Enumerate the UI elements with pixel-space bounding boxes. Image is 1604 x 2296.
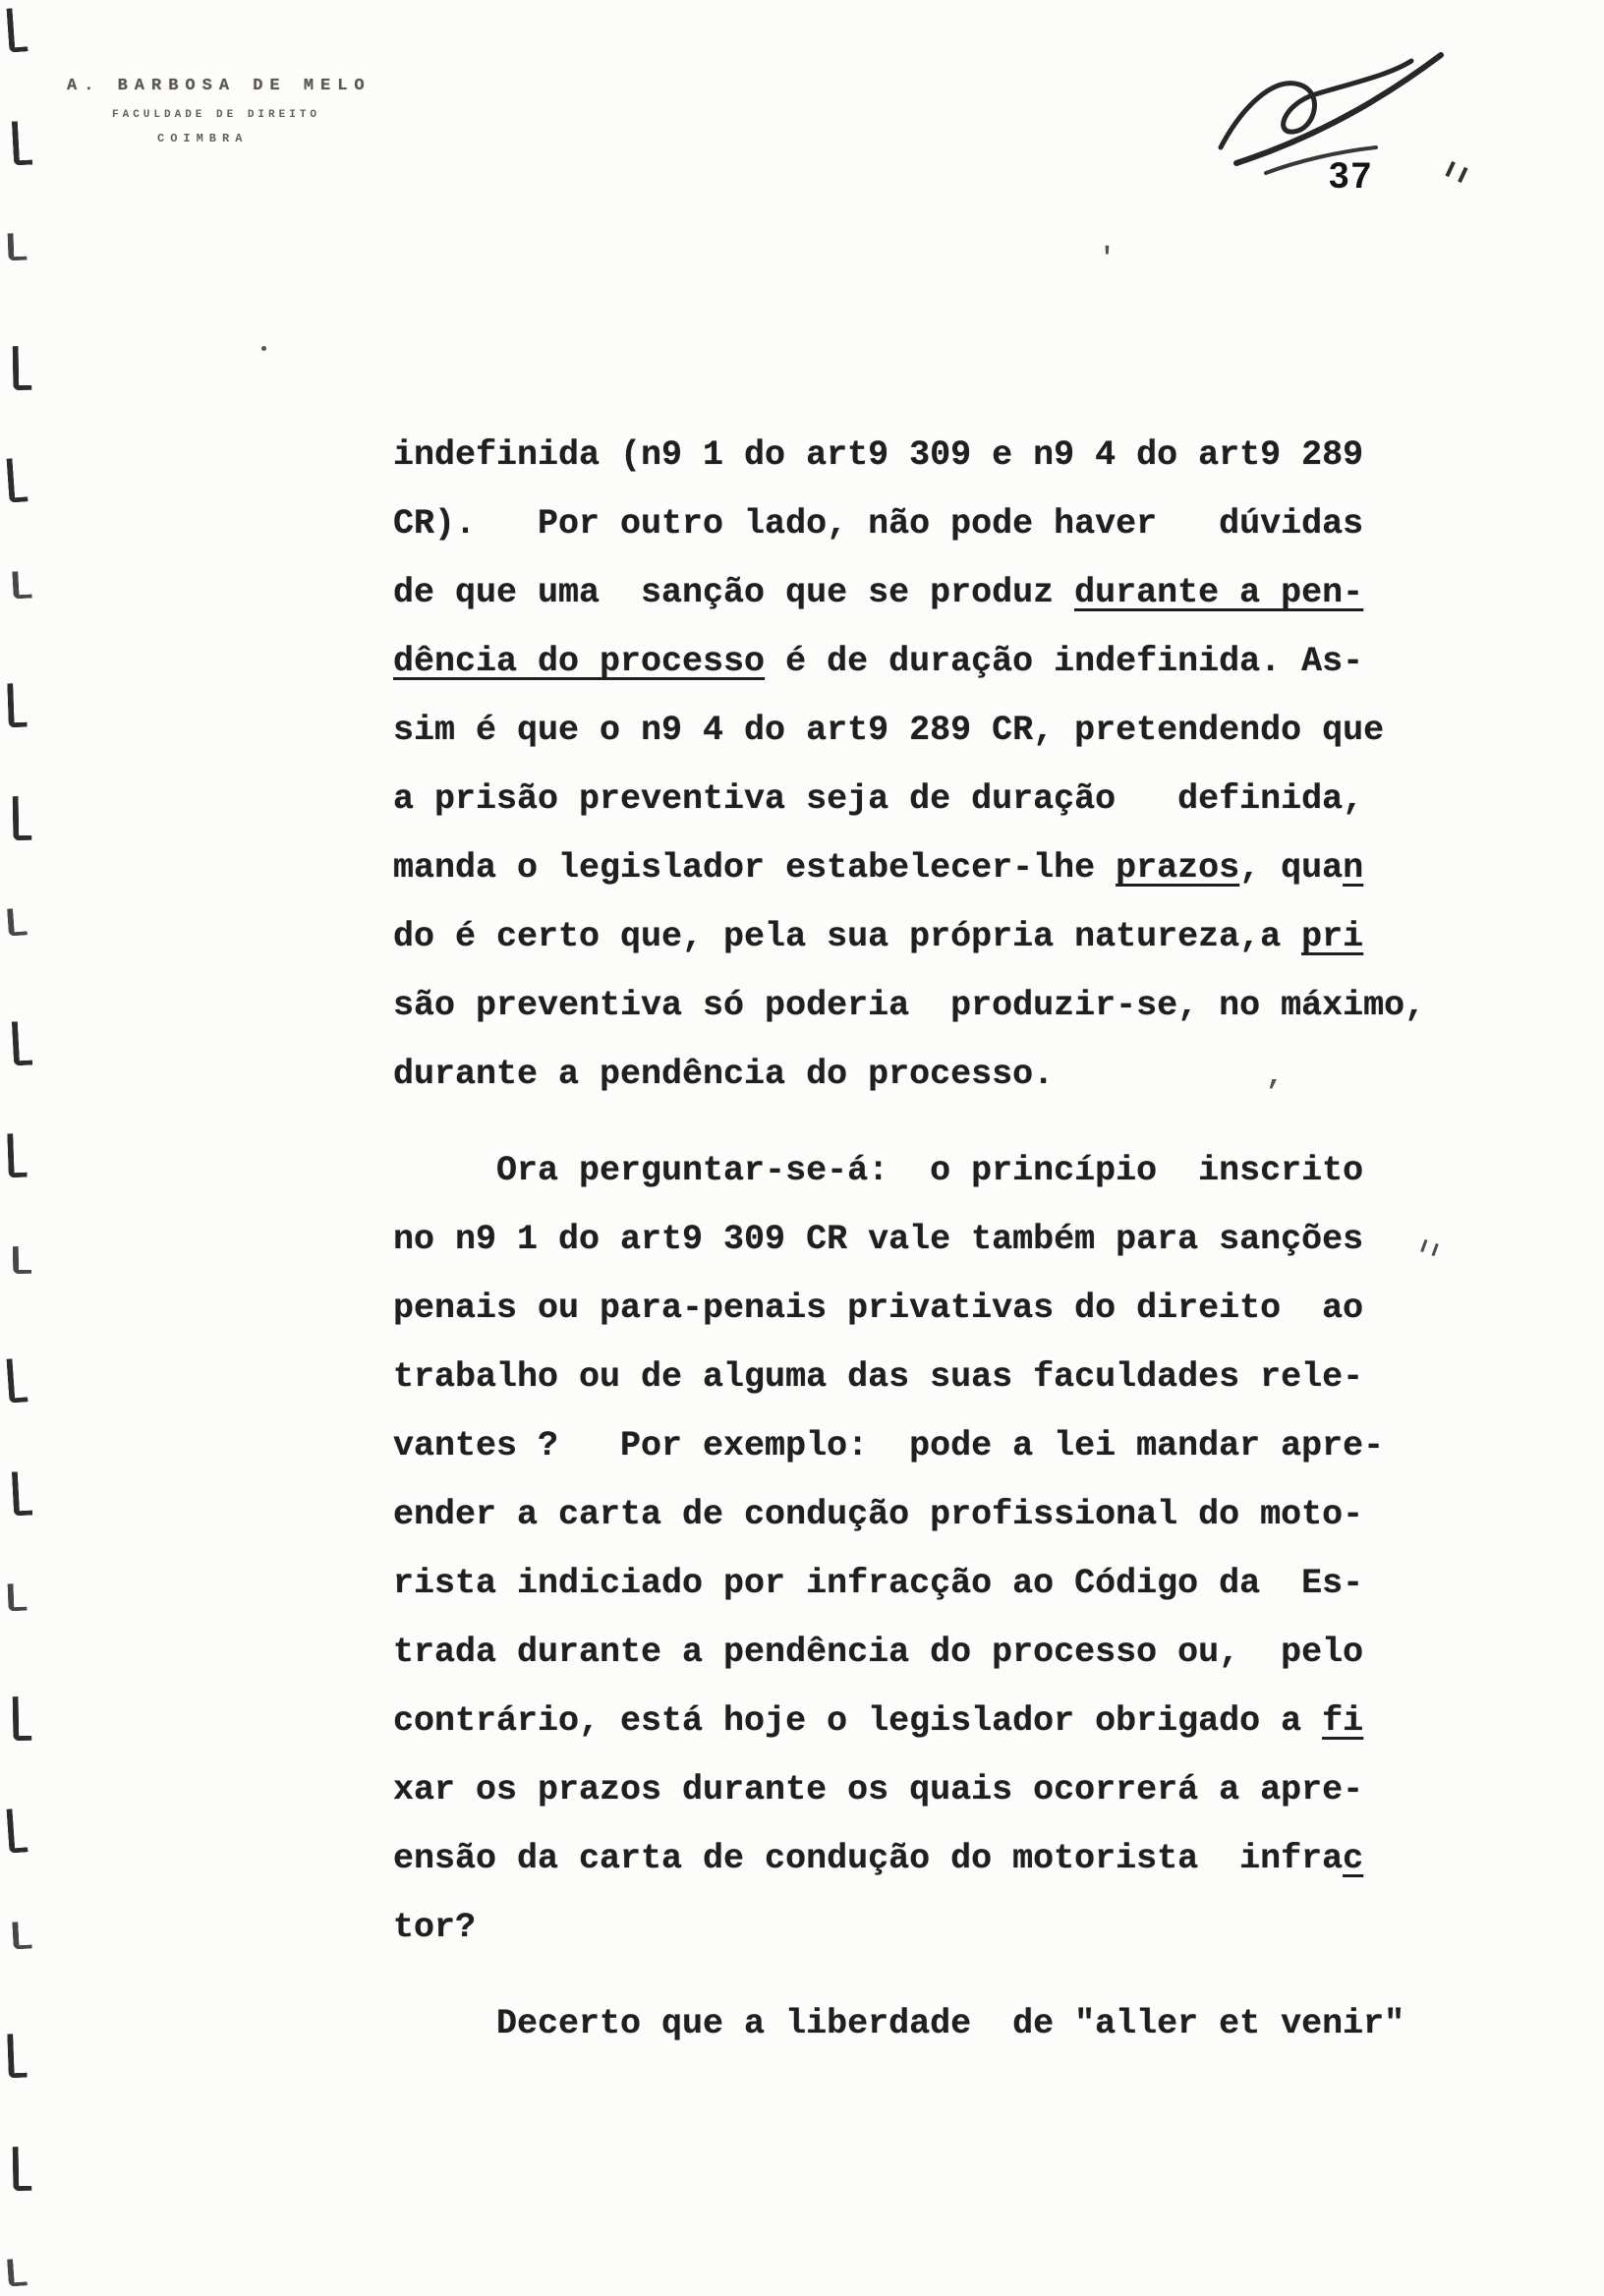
binding-mark — [13, 2147, 32, 2191]
binding-mark — [6, 7, 28, 52]
binding-mark — [13, 796, 32, 840]
text-line — [393, 489, 1435, 558]
text-segment: do é certo que, pela sua própria natureza,a — [393, 917, 1302, 956]
paragraph — [393, 1989, 1435, 2058]
binding-mark — [12, 1922, 31, 1950]
text-segment: ender a carta de condução profissional do moto- — [393, 1495, 1364, 1534]
binding-mark — [6, 1808, 28, 1853]
text-line — [393, 558, 1435, 627]
text-segment: contrário, está hoje o legislador obrigado a — [393, 1701, 1323, 1741]
text-segment: penais ou para-penais privativas do direito ao — [393, 1289, 1364, 1328]
text-line — [393, 1893, 1435, 1962]
text-line — [393, 1480, 1435, 1549]
document-body — [393, 421, 1435, 2058]
text-line — [393, 833, 1435, 902]
binding-mark — [13, 1696, 32, 1741]
text-line — [393, 696, 1435, 765]
ink-speck: , — [1266, 1060, 1285, 1093]
text-line — [393, 1136, 1435, 1205]
binding-mark — [12, 571, 31, 600]
text-segment: indefinida (n9 1 do art9 309 e n9 4 do art9 289 — [393, 435, 1364, 475]
letterhead-faculty: FACULDADE DE DIREITO — [112, 109, 321, 121]
binding-mark — [6, 1357, 28, 1403]
binding-mark — [7, 683, 28, 728]
page-number: 37 — [1329, 155, 1374, 196]
text-segment: a prisão preventiva seja de duração definida, — [393, 779, 1364, 819]
text-line — [393, 902, 1435, 971]
underlined-text: pri — [1301, 917, 1364, 956]
text-line — [393, 1274, 1435, 1343]
underlined-text: n — [1343, 848, 1364, 888]
ink-speck: ' — [1099, 244, 1116, 274]
binding-mark — [7, 2258, 28, 2286]
text-line — [393, 1824, 1435, 1893]
text-line — [393, 1549, 1435, 1618]
text-segment: sim é que o n9 4 do art9 289 CR, pretendendo que — [393, 711, 1385, 750]
binding-mark — [12, 121, 32, 166]
binding-mark — [7, 907, 28, 936]
text-segment: no n9 1 do art9 309 CR vale também para sanções — [393, 1220, 1364, 1259]
text-segment: Decerto que a liberdade de "aller et venir" — [393, 2004, 1405, 2043]
paragraph — [393, 421, 1435, 1109]
text-segment: trabalho ou de alguma das suas faculdades rele- — [393, 1357, 1364, 1397]
ink-speck — [261, 346, 266, 351]
text-segment: vantes ? Por exemplo: pode a lei mandar apre- — [393, 1426, 1385, 1465]
text-segment: Ora perguntar-se-á: o princípio inscrito — [393, 1151, 1364, 1190]
text-line — [393, 971, 1435, 1040]
binding-mark — [12, 1471, 32, 1517]
binding-mark — [13, 346, 32, 390]
text-segment: são preventiva só poderia produzir-se, no máximo, — [393, 986, 1426, 1025]
text-segment: tor? — [393, 1908, 477, 1947]
text-segment: trada durante a pendência do processo ou, pelo — [393, 1633, 1364, 1672]
text-segment: de que uma sanção que se produz — [393, 573, 1075, 612]
letterhead — [67, 77, 372, 145]
underlined-text: c — [1343, 1839, 1364, 1878]
binding-mark — [7, 2034, 28, 2079]
text-segment: durante a pendência do processo. — [393, 1055, 1055, 1094]
text-line — [393, 765, 1435, 833]
text-line — [393, 1618, 1435, 1687]
text-segment: xar os prazos durante os quais ocorrerá a apre- — [393, 1770, 1364, 1809]
text-segment: ensão da carta de condução do motorista infra — [393, 1839, 1344, 1878]
text-line — [393, 627, 1435, 696]
binding-mark — [13, 1246, 31, 1274]
text-segment: , qua — [1239, 848, 1344, 888]
text-segment: é de duração indefinida. As- — [765, 642, 1364, 681]
text-line — [393, 1989, 1435, 2058]
text-segment: rista indiciado por infracção ao Código da Es- — [393, 1564, 1364, 1603]
binding-mark — [8, 1583, 28, 1612]
binding-mark — [8, 233, 28, 261]
binding-marks — [0, 0, 49, 2296]
paragraph — [393, 1136, 1435, 1962]
text-line — [393, 1755, 1435, 1824]
binding-mark — [12, 1021, 32, 1066]
letterhead-name: A. BARBOSA DE MELO — [67, 77, 372, 95]
text-segment: CR). Por outro lado, não pode haver dúvidas — [393, 504, 1364, 544]
underlined-text: dência do processo — [393, 642, 766, 681]
letterhead-city: COIMBRA — [157, 132, 249, 145]
text-line — [393, 1411, 1435, 1480]
text-segment: manda o legislador estabelecer-lhe — [393, 848, 1117, 888]
underlined-text: durante a pen- — [1074, 573, 1364, 612]
text-line — [393, 1205, 1435, 1274]
underlined-text: fi — [1322, 1701, 1364, 1741]
binding-mark — [7, 1133, 28, 1178]
text-line — [393, 1343, 1435, 1411]
binding-mark — [6, 457, 28, 502]
underlined-text: prazos — [1116, 848, 1240, 888]
text-line — [393, 1687, 1435, 1755]
text-line — [393, 421, 1435, 489]
